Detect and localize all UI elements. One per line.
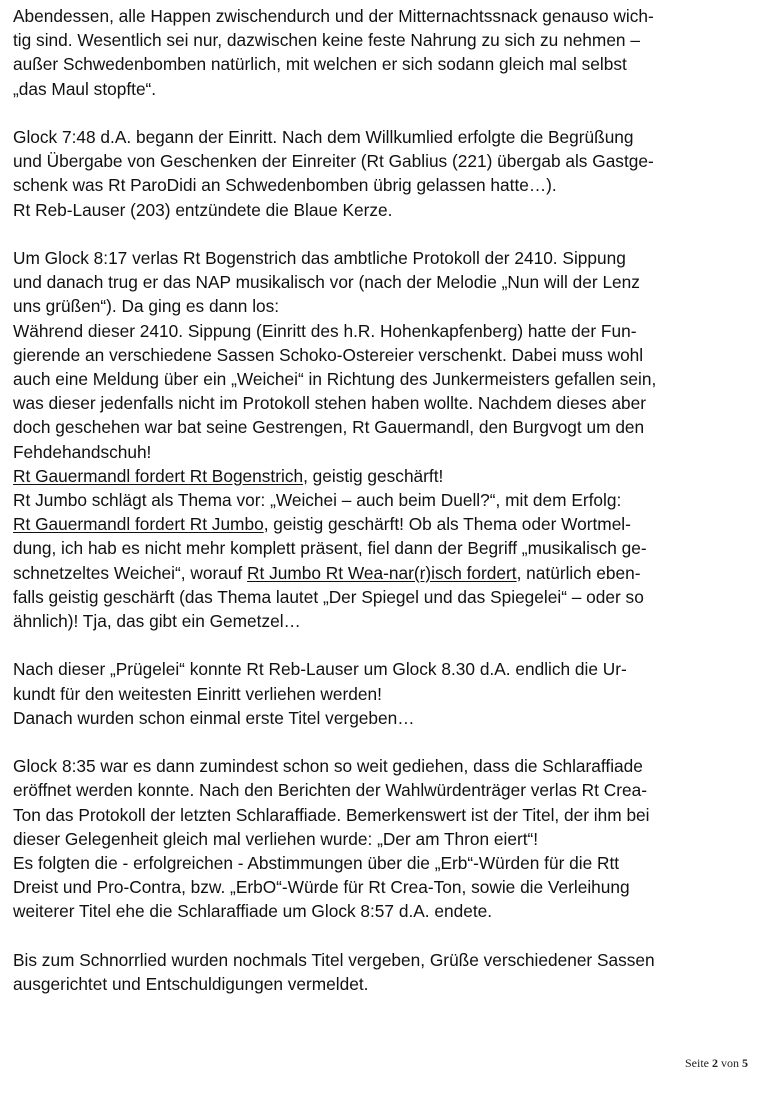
underlined-challenge: Rt Gauermandl fordert Rt Jumbo — [13, 514, 264, 535]
text-line: Bis zum Schnorrlied wurden nochmals Titel vergeben, Grüße verschiedener Sassen — [13, 949, 655, 970]
text-line — [13, 464, 753, 488]
text-line: auch eine Meldung über ein „Weichei“ in Richtung des Junkermeisters gefallen sein, — [13, 369, 657, 390]
text-span: , geistig geschärft! Ob als Thema oder Wortmel- — [263, 514, 631, 535]
text-line — [13, 561, 753, 585]
current-page-number: 2 — [712, 1056, 718, 1070]
text-line: falls geistig geschärft (das Thema lautet „Der Spiegel und das Spiegelei“ – oder so — [13, 586, 644, 607]
text-line: ähnlich)! Tja, das gibt ein Gemetzel… — [13, 611, 301, 632]
text-line: Rt Jumbo schlägt als Thema vor: „Weichei – auch beim Duell?“, mit dem Erfolg: — [13, 490, 622, 511]
text-line: uns grüßen“). Da ging es dann los: — [13, 296, 280, 317]
text-line: Um Glock 8:17 verlas Rt Bogenstrich das ambtliche Protokoll der 2410. Sippung — [13, 248, 626, 268]
paragraph-gap — [13, 101, 753, 125]
text-line: was dieser jedenfalls nicht im Protokoll stehen haben wollte. Nachdem dieses aber — [13, 393, 647, 414]
paragraph-gap — [13, 222, 753, 246]
text-line: Ton das Protokoll der letzten Schlaraffiade. Bemerkenswert ist der Titel, der ihm bei — [13, 804, 650, 825]
footer-separator: von — [718, 1056, 742, 1070]
text-line: Glock 8:35 war es dann zumindest schon so weit gediehen, dass die Schlaraffiade — [13, 756, 643, 777]
text-line: Abendessen, alle Happen zwischendurch und der Mitternachtssnack genauso wich- — [13, 6, 654, 26]
total-page-count: 5 — [742, 1056, 748, 1070]
paragraph — [13, 754, 753, 923]
text-line: Fehdehandschuh! — [13, 441, 152, 462]
paragraph-gap — [13, 633, 753, 657]
paragraph — [13, 657, 753, 730]
text-line: Nach dieser „Prügelei“ konnte Rt Reb-Lauser um Glock 8.30 d.A. endlich die Ur- — [13, 659, 627, 680]
paragraph — [13, 125, 753, 222]
text-line: gierende an verschiedene Sassen Schoko-Ostereier verschenkt. Dabei muss wohl — [13, 344, 644, 365]
text-line: Glock 7:48 d.A. begann der Einritt. Nach dem Willkumlied erfolgte die Begrüßung — [13, 127, 634, 147]
paragraph-gap — [13, 730, 753, 754]
paragraph — [13, 948, 753, 996]
text-line: Dreist und Pro-Contra, bzw. „ErbO“-Würde für Rt Crea-Ton, sowie die Verleihung — [13, 877, 630, 898]
text-line: und Übergabe von Geschenken der Einreiter (Rt Gablius (221) übergab als Gastge- — [13, 151, 654, 172]
text-line: Es folgten die - erfolgreichen - Abstimmungen über die „Erb“-Würden für die Rtt — [13, 853, 620, 874]
text-span: , geistig geschärft! — [303, 465, 444, 486]
text-line — [13, 512, 753, 536]
text-line: weiterer Titel ehe die Schlaraffiade um Glock 8:57 d.A. endete. — [13, 901, 493, 922]
paragraph — [13, 246, 753, 633]
underlined-challenge: Rt Jumbo Rt Wea-nar(r)isch fordert — [247, 562, 517, 583]
text-line: schenk was Rt ParoDidi an Schwedenbomben übrig gelassen hatte…). — [13, 175, 557, 196]
page-number-footer — [685, 1056, 748, 1071]
text-line: dung, ich hab es nicht mehr komplett präsent, fiel dann der Begriff „musikalisch ge- — [13, 538, 647, 559]
paragraph — [13, 4, 753, 101]
text-line: ausgerichtet und Entschuldigungen vermeldet. — [13, 974, 369, 995]
text-line: „das Maul stopfte“. — [13, 78, 157, 99]
footer-prefix: Seite — [685, 1056, 712, 1070]
text-line: dieser Gelegenheit gleich mal verliehen wurde: „Der am Thron eiert“! — [13, 828, 539, 849]
paragraph-gap — [13, 924, 753, 948]
text-span: schnetzeltes Weichei“, worauf — [13, 562, 248, 583]
text-line: Danach wurden schon einmal erste Titel vergeben… — [13, 707, 415, 728]
text-line: außer Schwedenbomben natürlich, mit welchen er sich sodann gleich mal selbst — [13, 54, 627, 75]
underlined-challenge: Rt Gauermandl fordert Rt Bogenstrich — [13, 465, 304, 486]
text-line: und danach trug er das NAP musikalisch vor (nach der Melodie „Nun will der Lenz — [13, 272, 640, 293]
text-line: kundt für den weitesten Einritt verliehen werden! — [13, 683, 382, 704]
document-body — [13, 4, 753, 996]
text-line: Rt Reb-Lauser (203) entzündete die Blaue Kerze. — [13, 199, 393, 220]
text-line: tig sind. Wesentlich sei nur, dazwischen keine feste Nahrung zu sich zu nehmen – — [13, 30, 640, 51]
text-line: doch geschehen war bat seine Gestrengen, Rt Gauermandl, den Burgvogt um den — [13, 417, 645, 438]
text-span: , natürlich eben- — [516, 562, 641, 583]
text-line: Während dieser 2410. Sippung (Einritt des h.R. Hohenkapfenberg) hatte der Fun- — [13, 320, 637, 341]
text-line: eröffnet werden konnte. Nach den Berichten der Wahlwürdenträger verlas Rt Crea- — [13, 780, 647, 801]
